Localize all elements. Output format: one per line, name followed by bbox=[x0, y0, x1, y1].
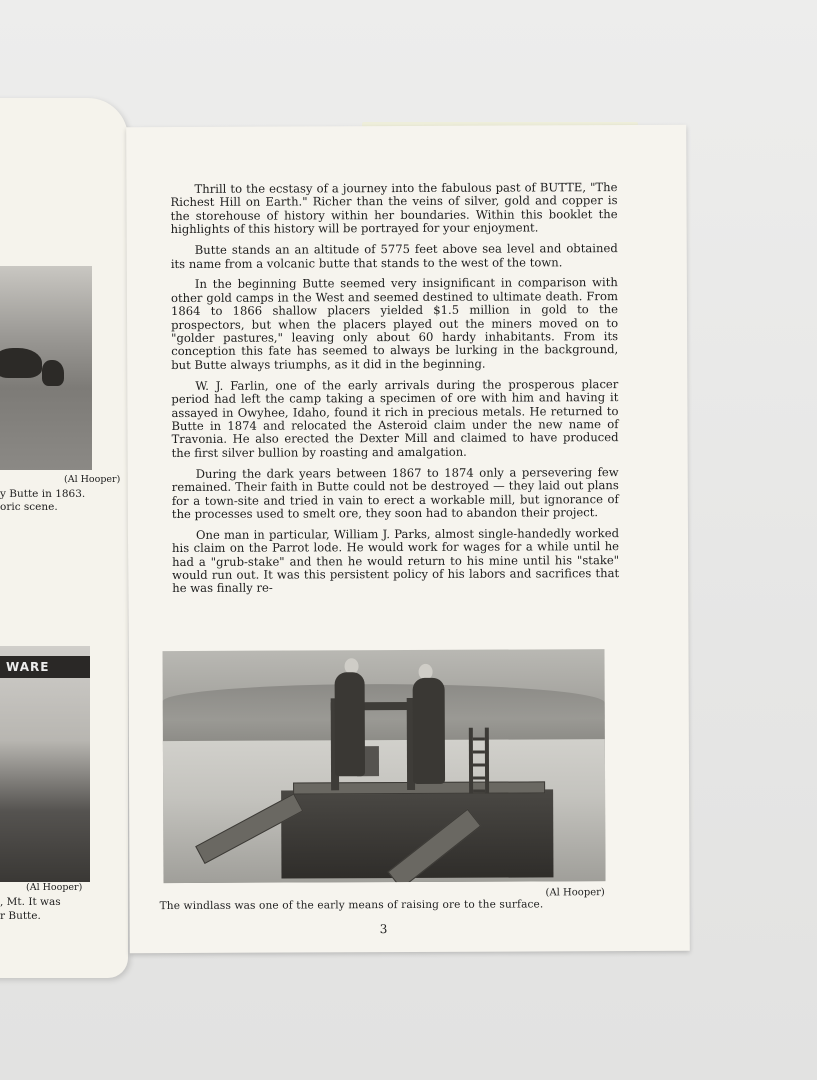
paragraph-beginning: In the beginning Butte seemed very insignificant in comparison with other gold camps in the West and seemed destined to ultimate death. From 1864 to 1866 shallow placers yielded $1.5 million in gold to the prospectors, but when the placers played out the miners moved on to "golder pastures," leaving only about 60 hardy inhabitants. From its conception this fate has seemed to always be lurking in the background, but Butte always triumphs, as it did in the beginning. bbox=[170, 275, 619, 372]
paragraph-dark-years: During the dark years between 1867 to 1874 only a persevering few remained. Their faith in Butte could not be destroyed — they laid out plans for a town-site and tried in vain to erect a workable mill, but ignorance of the processes used to smelt ore, they soon had to abandon their project. bbox=[171, 464, 619, 521]
store-sign: WARE bbox=[0, 656, 90, 678]
photo-credit: (Al Hooper) bbox=[545, 887, 605, 899]
paragraph-intro: Thrill to the ecstasy of a journey into the fabulous past of BUTTE, "The Richest Hill on Earth." Richer than the veins of silver, gold and copper is the storehouse of history within her boundaries. Within this booklet the highlights of this history will be portrayed for your enjoyment. bbox=[170, 180, 618, 237]
paragraph-farlin: W. J. Farlin, one of the early arrivals during the prosperous placer period had left the camp taking a specimen of ore with him and having it assayed in Owyhee, Idaho, found it rich in precious metals. He returned to Butte in 1874 and relocated the Asteroid claim under the new name of Travonia. He also erected the Dexter Mill and claimed to have produced the first silver bullion by roasting and amalgation. bbox=[171, 376, 619, 460]
left-credit-top: (Al Hooper) bbox=[64, 474, 121, 485]
booklet-page bbox=[126, 125, 690, 953]
body-text bbox=[170, 181, 619, 603]
ladder bbox=[469, 728, 489, 794]
left-caption-bottom-line1: , Mt. It was bbox=[0, 896, 61, 908]
paragraph-altitude: Butte stands an an altitude of 5775 feet above sea level and obtained its name from a volcanic butte that stands to the west of the town. bbox=[170, 241, 618, 271]
left-page bbox=[0, 98, 128, 978]
paragraph-parks: One man in particular, William J. Parks, almost single-handedly worked his claim on the Parrot lode. He would work for wages for a while until he had a "grub-stake" and then he would return to his mine until his "stake" would run out. It was this persistent policy of his labors and sacrifices that he was finally re- bbox=[172, 525, 620, 596]
cattle-figure bbox=[42, 360, 64, 386]
left-photo-hardware-store bbox=[0, 646, 90, 882]
page-number: 3 bbox=[379, 922, 388, 937]
left-photo-cattle bbox=[0, 266, 92, 470]
left-caption-bottom-line2: r Butte. bbox=[0, 910, 41, 922]
left-credit-bottom: (Al Hooper) bbox=[26, 882, 83, 893]
miner-figure bbox=[413, 678, 445, 784]
miner-figure bbox=[335, 672, 365, 776]
cattle-figure bbox=[0, 348, 42, 378]
left-caption-top-line2: oric scene. bbox=[0, 501, 58, 513]
windlass-photo bbox=[162, 649, 605, 883]
left-caption-top-line1: y Butte in 1863. bbox=[0, 488, 86, 500]
photo-caption: The windlass was one of the early means of raising ore to the surface. bbox=[159, 898, 544, 913]
